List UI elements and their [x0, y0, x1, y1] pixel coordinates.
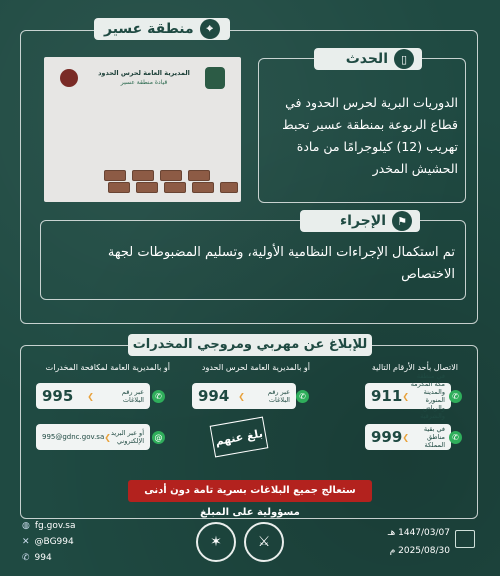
footer-hijri-date: 1447/03/07 هـ — [387, 528, 450, 538]
footer-web-text: fg.gov.sa — [34, 521, 76, 531]
hotline-999-desc: في بقية مناطق المملكة — [423, 425, 445, 449]
arrow-icon: ❮ — [402, 432, 410, 442]
arrow-icon: ❮ — [238, 391, 245, 401]
hotline-911-desc: في منطقة مكة المكرمة والمدينة المنورة والرياض والشرقية — [410, 372, 445, 420]
package — [164, 182, 186, 193]
emblem-right: ⚔ — [244, 522, 284, 562]
hotline-994-number: 994 — [198, 387, 230, 405]
confidentiality-warning: ستعالج جميع البلاغات بسرية تامة دون أدنى مسؤولية على المبلغ — [128, 480, 372, 502]
package — [132, 170, 154, 181]
footer-greg-date: 2025/08/30 م — [389, 546, 450, 556]
hotline-995-number: 995 — [42, 387, 74, 405]
package — [192, 182, 214, 193]
hotline-999[interactable] — [365, 424, 451, 450]
arrow-icon: ❮ — [104, 432, 111, 442]
arrow-icon: ❮ — [87, 391, 94, 401]
photo-logo-left — [60, 69, 78, 87]
email-icon: @ — [152, 431, 165, 444]
region-label: منطقة عسير — [104, 21, 194, 37]
report-stamp: بلغ عنهم — [210, 417, 269, 458]
arrow-icon: ❮ — [402, 391, 410, 401]
package — [104, 170, 126, 181]
footer-x-text: @BG994 — [34, 537, 74, 547]
photo-logo-right — [205, 67, 225, 89]
calendar-icon — [455, 530, 475, 548]
col1-header: الاتصال بأحد الأرقام التالية — [371, 363, 458, 372]
col3-header: أو بالمديرية العامة لمكافحة المخدرات — [45, 363, 170, 372]
hotline-995-desc: عبر رقم البلاغات — [121, 388, 144, 404]
region-badge — [94, 18, 230, 40]
map-pin-icon: ⌖ — [200, 19, 220, 39]
mobile-icon: ▯ — [394, 49, 414, 69]
phone-icon: ✆ — [296, 390, 309, 403]
action-title: الإجراء — [340, 213, 386, 229]
package — [160, 170, 182, 181]
email-address: 995@gdnc.gov.sa — [42, 433, 105, 441]
phone-icon: ✆ — [22, 553, 30, 563]
photo-agency: المديرية العامة لحرس الحدود — [98, 69, 190, 77]
package — [188, 170, 210, 181]
hotline-994-desc: عبر رقم البلاغات — [267, 388, 290, 404]
action-text: تم استكمال الإجراءات النظامية الأولية، وتسليم المضبوطات لجهة الاختصاص — [107, 245, 455, 282]
package — [220, 182, 238, 193]
seized-items-photo — [44, 57, 241, 202]
hotline-994[interactable] — [192, 383, 296, 409]
emblem-left: ✶ — [196, 522, 236, 562]
footer-x[interactable] — [22, 537, 74, 547]
phone-icon: ✆ — [449, 431, 462, 444]
package — [136, 182, 158, 193]
phone-icon: ✆ — [449, 390, 462, 403]
col2-header: أو بالمديرية العامة لحرس الحدود — [201, 363, 310, 372]
x-icon: ✕ — [22, 537, 30, 547]
alarm-light-icon: ⚑ — [392, 211, 412, 231]
phone-icon: ✆ — [152, 390, 165, 403]
footer-phone-text: 994 — [34, 553, 52, 563]
hotline-911[interactable] — [365, 372, 451, 420]
footer-web[interactable] — [22, 521, 76, 531]
action-title-bar — [300, 210, 420, 232]
incident-text: الدوريات البرية لحرس الحدود في قطاع الربوعة بمنطقة عسير تحبط تهريب (12) كيلوجرامًا من مادة الحشيش المخدر — [282, 95, 458, 176]
email-contact[interactable] — [36, 424, 150, 450]
hotline-911-number: 911 — [371, 387, 403, 405]
email-desc: أو عبر البريد الإلكتروني — [110, 429, 144, 445]
package — [108, 182, 130, 193]
incident-title: الحدث — [345, 51, 388, 67]
report-title: للإبلاغ عن مهربي ومروجي المخدرات — [128, 334, 372, 356]
incident-title-bar — [314, 48, 422, 70]
hotline-999-number: 999 — [371, 428, 403, 446]
globe-icon: ◍ — [22, 521, 30, 531]
photo-unit: قيادة منطقة عسير — [120, 79, 168, 86]
hotline-995[interactable] — [36, 383, 150, 409]
footer-phone[interactable] — [22, 553, 52, 563]
